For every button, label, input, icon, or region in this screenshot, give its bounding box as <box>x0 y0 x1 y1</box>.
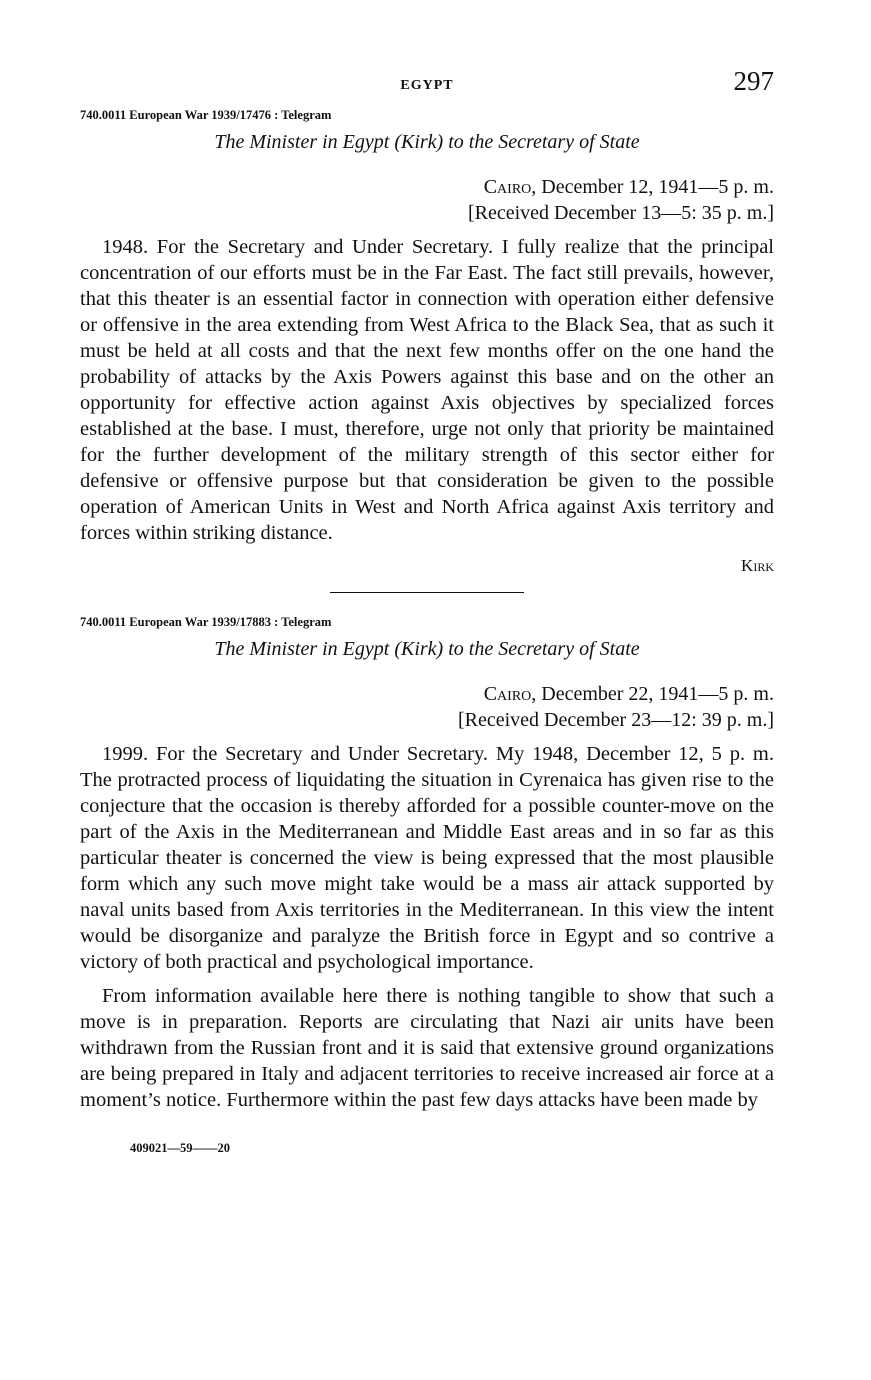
dateline-place: Cairo <box>483 683 532 705</box>
telegram-1 <box>80 106 774 578</box>
telegram-2 <box>80 613 774 1113</box>
document-title: The Minister in Egypt (Kirk) to the Secretary of State <box>214 638 640 660</box>
dateline-date: , December 22, 1941—5 p. m. <box>531 683 774 705</box>
body-paragraph: From information available here there is nothing tangible to show that such a move is in preparation. Reports are circulating that Nazi air units have been withdrawn from the Russian front and it is said that extensive ground organizations are being prepared in Italy and adjacent territories to receive increased air force at a moment’s notice. Furthermore within the past few days attacks have been made by <box>80 985 774 1111</box>
page-header <box>80 66 774 106</box>
received-line: [Received December 13—5: 35 p. m.] <box>467 202 774 224</box>
document-title: The Minister in Egypt (Kirk) to the Secretary of State <box>214 131 640 153</box>
file-reference: 740.0011 European War 1939/17476 : Telegram <box>80 108 332 122</box>
file-reference: 740.0011 European War 1939/17883 : Telegram <box>80 615 332 629</box>
dateline <box>80 681 774 707</box>
dateline <box>80 174 774 200</box>
running-head: EGYPT <box>400 78 454 93</box>
print-code: 409021—59——20 <box>130 1141 230 1155</box>
signature: Kirk <box>741 556 774 575</box>
body-paragraph: 1999. For the Secretary and Under Secretary. My 1948, December 12, 5 p. m. The protracted process of liquidating the situation in Cyrenaica has given rise to the conjecture that the occasion is thereby afforded for a possible counter-move on the part of the Axis in the Mediterranean and Middle East areas and in so far as this particular theater is concerned the view is being expressed that the most plausible form which any such move might take would be a mass air attack supported by naval units based from Axis territories in the Mediterranean. In this view the intent would be disorganize and paralyze the British force in Egypt and so contrive a victory of both practical and psychological importance. <box>80 743 774 973</box>
page-number: 297 <box>733 66 774 96</box>
document-page <box>80 66 774 1156</box>
received-line: [Received December 23—12: 39 p. m.] <box>457 709 774 731</box>
section-divider <box>330 592 524 593</box>
dateline-date: , December 12, 1941—5 p. m. <box>531 176 774 198</box>
dateline-place: Cairo <box>483 176 532 198</box>
body-paragraph: 1948. For the Secretary and Under Secretary. I fully realize that the principal concentration of our efforts must be in the Far East. The fact still prevails, however, that this theater is an essential factor in connection with operation either defensive or offensive in the area extending from West Africa to the Black Sea, that as such it must be held at all costs and that the next few months offer on the one hand the probability of attacks by the Axis Powers against this base and on the other an opportunity for effective action against Axis objectives by specialized forces established at the base. I must, therefore, urge not only that priority be maintained for the further development of the military strength of this sector either for defensive or offensive purpose but that consideration be given to the possible operation of American Units in West and North Africa against Axis territory and forces within striking distance. <box>80 236 774 544</box>
